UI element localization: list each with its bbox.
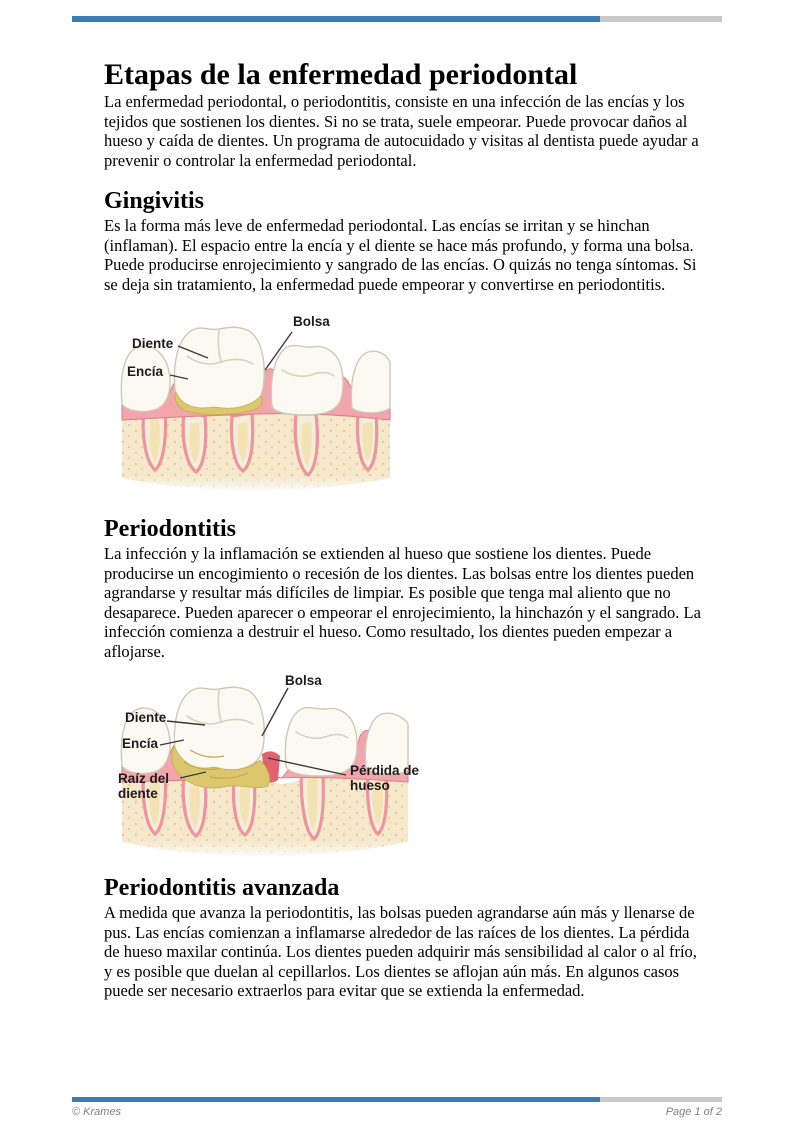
bone-fade: [120, 476, 392, 494]
figure-label-encia: Encía: [127, 364, 164, 379]
section-paragraph-gingivitis: Es la forma más leve de enfermedad periodontal. Las encías se irritan y se hinchan (inflaman). El espacio entre la encía y el diente se hace más profundo, y forma una bolsa. Puede producirse enrojecimiento y sangrado de las encías. O quizás no tenga síntomas. Si se deja sin tratamiento, la enfermedad puede empeorar y convertirse en periodontitis.: [104, 216, 697, 294]
figure-label-bolsa: Bolsa: [293, 314, 330, 329]
figure-label-raiz-del-diente: Raíz del diente: [118, 771, 170, 801]
figure-gingivitis: [104, 311, 708, 496]
footer-page-number: Page 1 of 2: [665, 1106, 722, 1118]
figure-label-diente: Diente: [132, 336, 174, 351]
section-paragraph-periodontitis-avanzada: A medida que avanza la periodontitis, las bolsas pueden agrandarse aún más y llenarse de pus. Las encías comienzan a inflamarse alrededor de las raíces de los dientes. La pérdida de hueso maxilar continúa. Los dientes pueden adquirir más sensibilidad al calor o al frío, y es posible que duelan al cepillarlos. Los dientes se aflojan aún más. En algunos casos puede ser necesario extraerlos para evitar que se extienda la enfermedad.: [104, 903, 697, 1000]
bone-fade: [120, 840, 410, 860]
section-heading-gingivitis: Gingivitis: [104, 188, 205, 214]
page-footer: [72, 1097, 722, 1118]
section-paragraph-periodontitis: La infección y la inflamación se extienden al hueso que sostiene los dientes. Puede producirse un encogimiento o recesión de los dientes. Las bolsas entre los dientes pueden agrandarse y resultar más difíciles de limpiar. Es posible que tenga mal aliento que no desaparece. Pueden aparecer o empeorar el enrojecimiento, la hinchazón y el sangrado. La infección comienza a destruir el hueso. Como resultado, los dientes pueden empezar a aflojarse.: [104, 544, 701, 661]
section-heading-periodontitis-avanzada: Periodontitis avanzada: [104, 875, 340, 901]
footer-accent-bar: [72, 1097, 722, 1102]
document-content: [104, 0, 708, 1001]
footer-bar-gray-segment: [600, 1097, 722, 1102]
figure-label-encia: Encía: [122, 736, 159, 751]
intro-paragraph: La enfermedad periodontal, o periodontitis, consiste en una infección de las encías y los tejidos que sostienen los dientes. Si no se trata, suele empeorar. Puede provocar daños al hueso y caída de dientes. Un programa de autocuidado y visitas al dentista puede ayudar a prevenir o controlar la enfermedad periodontal.: [104, 92, 699, 170]
section-heading-periodontitis: Periodontitis: [104, 516, 236, 542]
figure-label-bolsa: Bolsa: [285, 673, 322, 688]
footer-bar-blue-segment: [72, 1097, 600, 1102]
figure-label-perdida-de-hueso: Pérdida de hueso: [350, 763, 420, 793]
footer-copyright: © Krames: [72, 1106, 122, 1118]
page-title: Etapas de la enfermedad periodontal: [104, 58, 578, 91]
figure-periodontitis: [104, 666, 708, 863]
figure-label-diente: Diente: [125, 710, 167, 725]
